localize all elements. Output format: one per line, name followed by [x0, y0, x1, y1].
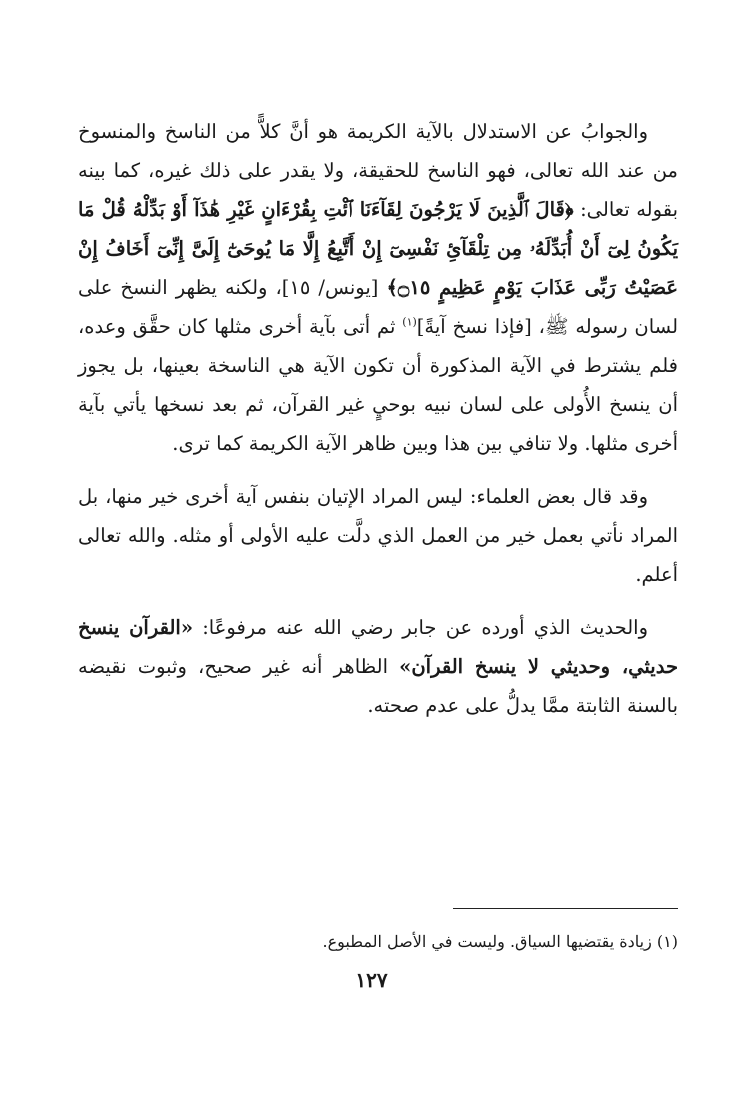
paragraph-1 — [78, 112, 678, 463]
footnote-mark[interactable]: (١) — [402, 315, 417, 329]
paragraph-1-text: والجوابُ عن الاستدلال بالآية الكريمة هو أنَّ كلاًّ من الناسخ والمنسوخ من عند الله تعالى، فهو الناسخ للحقيقة، ولا يقدر على ذلك غيره، كما بينه بقوله تعالى: — [78, 120, 678, 221]
bracketed-addition: [فإذا نسخ آيةً] — [416, 315, 532, 338]
paragraph-3-lead: والحديث الذي أورده عن جابر رضي الله عنه مرفوعًا: — [193, 616, 648, 639]
paragraph-1-rest: ثم أتى بآية أخرى مثلها كان حقَّق وعده، فلم يشترط في الآية المذكورة أن تكون الآية هي الناسخة بعينها، بل يجوز أن ينسخ الأُولى على لسان نبيه بوحيٍ غير القرآن، ثم بعد نسخها يأتي بآية أخرى مثلها. ولا تنافي بين هذا وبين ظاهر الآية الكريمة كما ترى. — [78, 315, 678, 455]
footnote: (١) زيادة يقتضيها السياق. وليست في الأصل المطبوع. — [322, 932, 678, 951]
hadith-quote: «القرآن ينسخ حديثي، وحديثي لا ينسخ القرآن» — [78, 616, 678, 678]
verse-reference: [يونس/ ١٥]، ولكنه يظهر النسخ على لسان رسوله ﷺ، — [78, 276, 679, 338]
paragraph-2 — [78, 477, 678, 594]
paragraph-3-tail: الظاهر أنه غير صحيح، وثبوت نقيضه بالسنة الثابتة ممَّا يدلُّ على عدم صحته. — [78, 655, 678, 717]
paragraph-2-text: وقد قال بعض العلماء: ليس المراد الإتيان بنفس آية أخرى خير منها، بل المراد نأتي بعمل خير من العمل الذي دلَّت عليه الأولى أو مثله. والله تعالى أعلم. — [78, 485, 678, 586]
paragraph-3 — [78, 608, 678, 725]
page-number: ١٢٧ — [355, 968, 388, 992]
page-body — [78, 112, 678, 725]
quran-verse: ﴿قَالَ ٱلَّذِينَ لَا يَرْجُونَ لِقَآءَنَا ٱئْتِ بِقُرْءَانٍ غَيْرِ هَٰذَآ أَوْ بَدِّلْهُ قُلْ مَا يَكُونُ لِىٓ أَنْ أُبَدِّلَهُۥ مِن تِلْقَآئِ نَفْسِىٓ إِنْ أَتَّبِعُ إِلَّا مَا يُوحَىٰٓ إِلَىَّ إِنِّىٓ أَخَافُ إِنْ عَصَيْتُ رَبِّى عَذَابَ يَوْمٍ عَظِيمٍ ۝١٥﴾ — [78, 198, 678, 299]
footnote-divider — [453, 908, 678, 909]
